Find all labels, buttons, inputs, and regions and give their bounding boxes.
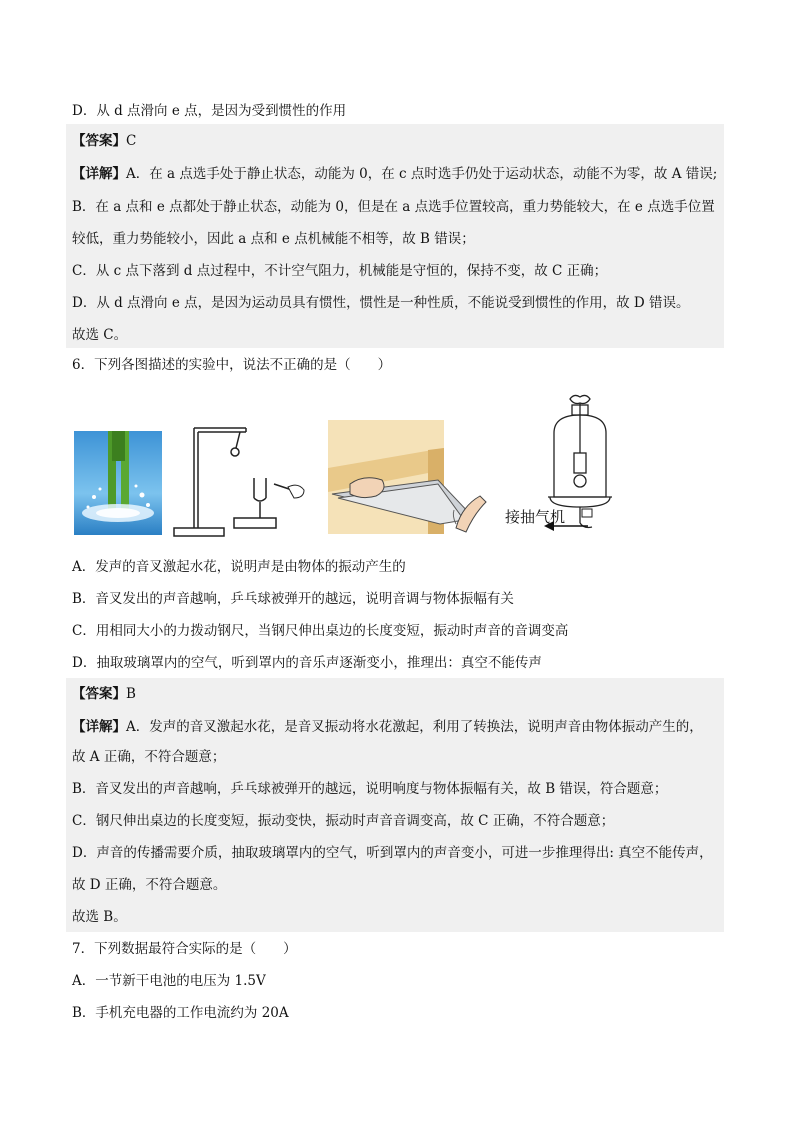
q6-detail-line-7: 故选 B。 [72,909,127,925]
q6-detail-line-6: 故 D 正确，不符合题意。 [72,877,227,893]
q7-stem: 7．下列数据最符合实际的是（ ） [72,941,297,957]
q6-detail-line-5: D．声音的传播需要介质，抽取玻璃罩内的空气，听到罩内的声音变小，可进一步推理得出: 真空不能传声， [72,845,713,861]
q6-answer [72,683,136,705]
q5-detail-line-3: 较低，重力势能较小，因此 a 点和 e 点机械能不相等，故 B 错误； [72,231,475,247]
answer-label: 【答案】 [72,133,126,149]
answer-value: C [126,133,137,149]
q6-option-d: D．抽取玻璃罩内的空气，听到罩内的音乐声逐渐变小，推理出：真空不能传声 [72,655,542,671]
tuning-fork-water-figure [74,431,162,535]
q5-option-d: D．从 d 点滑向 e 点，是因为受到惯性的作用 [72,103,347,119]
q5-detail-line-4: C．从 c 点下落到 d 点过程中，不计空气阻力，机械能是守恒的，保持不变，故 C 正确； [72,263,608,279]
answer-label: 【答案】 [72,686,126,702]
q7-option-a: A．一节新干电池的电压为 1.5V [72,973,266,989]
tuning-fork-ball-figure [172,424,312,538]
q5-detail-line-1 [72,163,717,185]
detail-text: A．发声的音叉激起水花，是音叉振动将水花激起，利用了转换法，说明声音由物体振动产生的， [126,719,703,735]
q6-detail-line-2: 故 A 正确，不符合题意； [72,749,226,765]
q7-option-b: B．手机充电器的工作电流约为 20A [72,1005,289,1021]
detail-label: 【详解】 [72,719,126,735]
q5-detail-line-6: 故选 C。 [72,327,128,343]
q6-detail-line-4: C．钢尺伸出桌边的长度变短，振动变快，振动时声音音调变高，故 C 正确，不符合题意； [72,813,615,829]
steel-ruler-figure [328,420,488,534]
answer-value: B [126,686,136,702]
detail-text: A．在 a 点选手处于静止状态，动能为 0，在 c 点时选手仍处于运动状态，动能不为零，故 A 错误; [126,166,718,182]
q5-detail-line-5: D．从 d 点滑向 e 点，是因为运动员具有惯性，惯性是一种性质，不能说受到惯性的作用，故 D 错误。 [72,295,690,311]
q6-option-b: B．音叉发出的声音越响，乒乓球被弹开的越远，说明音调与物体振幅有关 [72,591,514,607]
q6-stem: 6．下列各图描述的实验中，说法不正确的是（ ） [72,357,392,373]
q6-detail-line-1 [72,716,703,738]
q6-option-a: A．发声的音叉激起水花，说明声是由物体的振动产生的 [72,559,406,575]
q6-detail-line-3: B．音叉发出的声音越响，乒乓球被弹开的越远，说明响度与物体振幅有关，故 B 错误，符合题意； [72,781,668,797]
pump-label: 接抽气机 [505,508,566,526]
q6-option-c: C．用相同大小的力拨动钢尺，当钢尺伸出桌边的长度变短，振动时声音的音调变高 [72,623,569,639]
detail-label: 【详解】 [72,166,126,182]
q5-detail-line-2: B．在 a 点和 e 点都处于静止状态，动能为 0，但是在 a 点选手位置较高，重力势能较大，在 e 点选手位置 [72,199,715,215]
q5-answer [72,130,136,152]
